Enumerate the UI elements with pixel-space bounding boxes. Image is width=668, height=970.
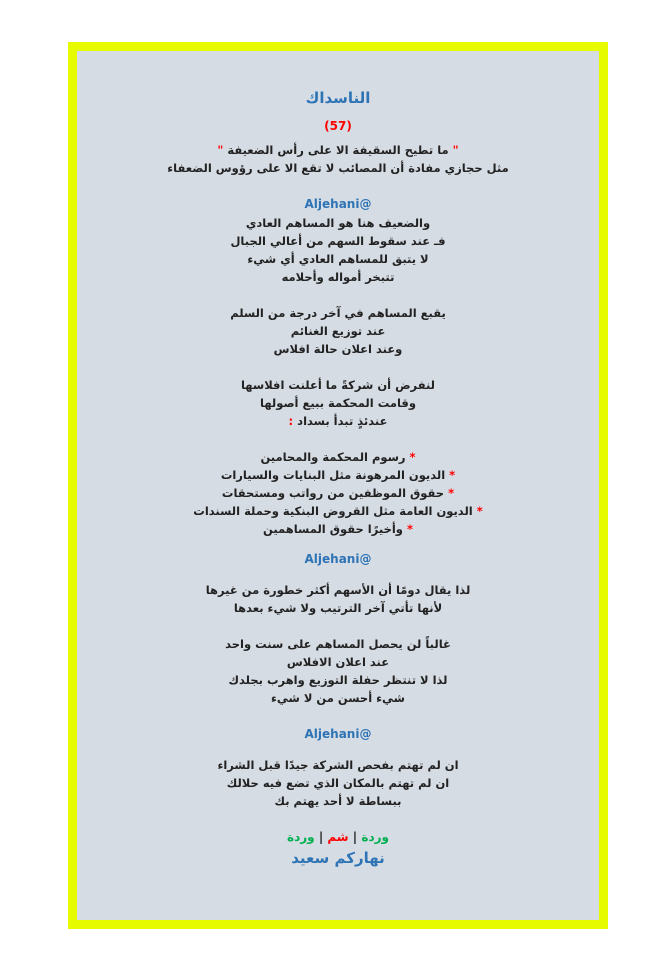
- bullet-marker: *: [448, 486, 455, 500]
- footer-separator: |: [318, 830, 324, 844]
- section5-line: غالباً لن يحصل المساهم على سنت واحد: [225, 637, 451, 651]
- footer-word-rose: وردة: [287, 830, 315, 844]
- page-title: الناسداك: [305, 89, 371, 107]
- author-handle: @Aljehani: [304, 727, 372, 741]
- content-panel: [77, 51, 599, 920]
- footer-word-rose: وردة: [361, 830, 389, 844]
- bullet-marker: *: [406, 522, 413, 536]
- author-handle: @Aljehani: [304, 197, 372, 211]
- proverb-text: ما تطيح السقيفة الا على رأس الضعيفة: [223, 143, 453, 157]
- section6-line: ببساطة لا أحد يهتم بك: [274, 794, 402, 808]
- bullet-text: حقوق الموظفين من رواتب ومستحقات: [221, 486, 445, 500]
- proverb-open-quote: ": [452, 143, 459, 157]
- section2-line: وعند اعلان حالة افلاس: [273, 342, 403, 356]
- bullet-text: رسوم المحكمة والمحامين: [260, 450, 406, 464]
- footer-signoff: [77, 828, 599, 846]
- bullet-marker: *: [476, 504, 483, 518]
- bullet-item: [77, 466, 599, 484]
- bullet-marker: *: [409, 450, 416, 464]
- section1-line: لا يتبق للمساهم العادي أي شيء: [247, 252, 429, 266]
- section6-line: ان لم تهتم بفحص الشركة جيدًا قبل الشراء: [217, 758, 459, 772]
- footer-separator: |: [352, 830, 358, 844]
- bullet-text: وأخيرًا حقوق المساهمين: [263, 522, 403, 536]
- bullet-text: الديون العامة مثل القروض البنكية وحملة السندات: [193, 504, 473, 518]
- bullet-marker: *: [449, 468, 456, 482]
- post-content: [77, 51, 599, 870]
- section1-line: فـ عند سقوط السهم من أعالي الجبال: [230, 234, 446, 248]
- section5-line: شيء أحسن من لا شيء: [271, 691, 405, 705]
- section3-colon: :: [288, 414, 294, 428]
- section1-line: والضعيف هنا هو المساهم العادي: [245, 216, 431, 230]
- footer-word-smell: شم: [327, 830, 349, 844]
- section1-line: تتبخر أمواله وأحلامه: [281, 270, 395, 284]
- section3-line: وقامت المحكمة ببيع أصولها: [260, 396, 416, 410]
- section3-line: لنفرض أن شركةً ما أعلنت افلاسها: [240, 378, 436, 392]
- author-handle: @Aljehani: [304, 552, 372, 566]
- bullet-item: [77, 448, 599, 466]
- post-number: (57): [324, 119, 352, 133]
- section2-line: يقبع المساهم في آخر درجة من السلم: [230, 306, 446, 320]
- proverb-meaning: مثل حجازي مفادة أن المصائب لا تقع الا على رؤوس الضعفاء: [167, 161, 509, 175]
- bullet-text: الديون المرهونة مثل البنايات والسيارات: [220, 468, 446, 482]
- bullet-item: [77, 502, 599, 520]
- section2-line: عند توزيع الغنائم: [290, 324, 386, 338]
- section4-line: لذا يقال دومًا أن الأسهم أكثر خطورة من غيرها: [205, 583, 471, 597]
- section6-line: ان لم تهتم بالمكان الذي تضع فيه حلالك: [226, 776, 450, 790]
- greeting: نهاركم سعيد: [291, 849, 385, 867]
- proverb: [77, 141, 599, 159]
- section3-line: [77, 412, 599, 430]
- section5-line: عند اعلان الافلاس: [286, 655, 390, 669]
- bullet-item: [77, 520, 599, 538]
- page-frame: [68, 42, 608, 929]
- section5-line: لذا لا تنتظر حفلة التوزيع واهرب بجلدك: [228, 673, 448, 687]
- bullet-item: [77, 484, 599, 502]
- proverb-close-quote: ": [217, 143, 224, 157]
- section4-line: لأنها تأتي آخر الترتيب ولا شيء بعدها: [233, 601, 443, 615]
- section3-lead-text: عندئذٍ تبدأ بسداد: [297, 414, 388, 428]
